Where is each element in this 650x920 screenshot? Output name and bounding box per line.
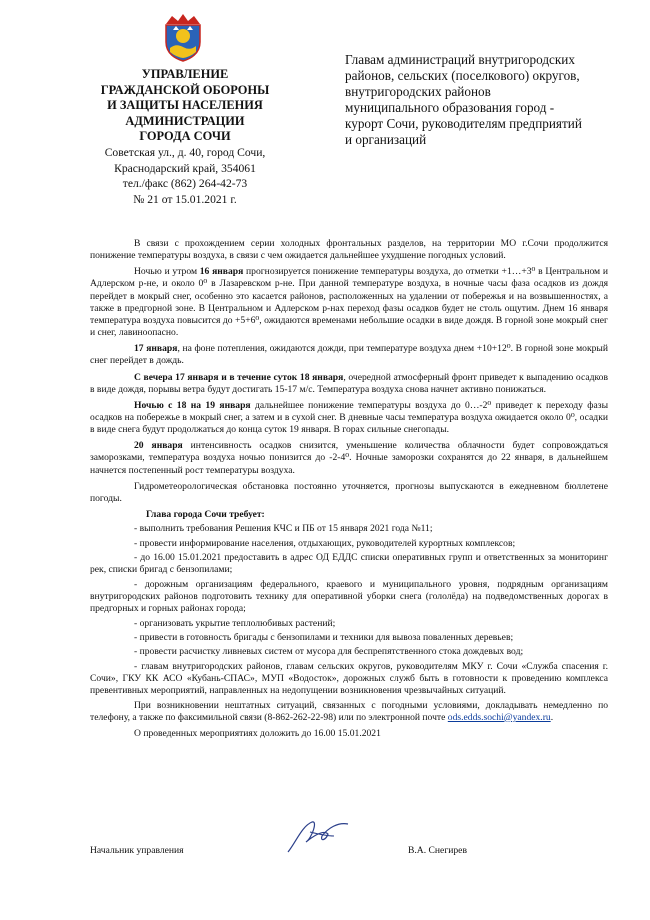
org-name: УПРАВЛЕНИЕ ГРАЖДАНСКОЙ ОБОРОНЫ И ЗАЩИТЫ НАСЕЛЕНИЯ АДМИНИСТРАЦИИ ГОРОДА СОЧИ <box>100 67 270 144</box>
signatory-name: В.А. Снегирев <box>408 845 467 856</box>
paragraph-jan16: Ночью и утром 16 января прогнозируется понижение температуры воздуха, до отметки +1…+3⁰ в Центральном и Адлерском р-не, и около 0⁰ в Лазаревском р-не. При данной температуре воздуха, в ночные часы фаза осадков из дождя перейдет в мокрый снег, особенно это касается районов, расположенных на удалении от побережья и на возвышенностях, а также в предгорной зоне. В Центральном и Адлерском р-нах переход фазы осадков будет не столь ощутим. Днем 16 января температура воздуха повысится до +5+6⁰, ожидаются временами небольшие осадки в виде дождя. В горной зоне мокрый снег и снег, лавиноопасно. <box>90 266 608 338</box>
requirement-item: - дорожным организациям федерального, краевого и муниципального уровня, подрядным организациям внутригородских районов подготовить технику для оперативной уборки снега (гололёда) на подведомственных дорогах в предгорных и горных районах города; <box>90 578 608 615</box>
paragraph-intro: В связи с прохождением серии холодных фронтальных разделов, на территории МО г.Сочи продолжится понижение температуры воздуха, в связи с чем ожидается дальнейшее ухудшение погодных условий. <box>90 238 608 262</box>
addressee-block: Главам администраций внутригородских районов, сельских (поселкового) округов, внутригородских районов муниципального образования город - курорт Сочи, руководителям предприятий и организаций <box>345 52 582 147</box>
requirement-item: - главам внутригородских районов, главам сельских округов, руководителям МКУ г. Сочи «Служба спасения г. Сочи», ГКУ КК АСО «Кубань-СПАС», МУП «Водосток», дорожных служб быть в готовности к проведению комплекса превентивных мероприятий, направленных на недопущении возникновения чрезвычайных ситуаций. <box>90 660 608 697</box>
paragraph-jan17: 17 января, на фоне потепления, ожидаются дожди, при температуре воздуха днем +10+12⁰. В горной зоне мокрый снег перейдет в дождь. <box>90 343 609 367</box>
paragraph-jan19: Ночью с 18 на 19 января дальнейшее понижение температуры воздуха до 0…-2⁰ приведет к переходу фазы осадков на побережье в мокрый снег, а затем и в сухой снег. В дневные часы температура воздуха ожидается около 0⁰, осадки в виде снега будут продолжаться до конца суток 19 января. В горах сильные снегопады. <box>90 399 609 436</box>
signatory-title: Начальник управления <box>90 845 184 856</box>
requirement-item: - привести в готовность бригады с бензопилами и техники для вывоза поваленных деревьев; <box>134 631 514 643</box>
paragraph-jan18: С вечера 17 января и в течение суток 18 января, очередной атмосферный фронт приведет к выпадению осадков в виде дождя, порывы ветра будут достигать 15-17 м/с. Температура воздуха снова начнет активно понижаться. <box>90 371 608 395</box>
requirement-item: - провести расчистку ливневых систем от мусора для беспрепятственного стока дождевых вод; <box>134 646 524 658</box>
requirements-title: Глава города Сочи требует: <box>146 509 265 521</box>
letterhead <box>70 67 300 207</box>
paragraph-jan20: 20 января интенсивность осадков снизится, уменьшение количества облачности будет сопровождаться заморозками, температура воздуха ночью понизится до -2-4⁰. Ночные заморозки сохранятся до 22 января, в дальнейшем начнется постепенный рост температуры воздуха. <box>90 440 608 476</box>
requirement-item: - выполнить требования Решения КЧС и ПБ от 15 января 2021 года №11; <box>134 523 433 535</box>
paragraph-reporting: При возникновении нештатных ситуаций, связанных с погодными условиями, докладывать немедленно по телефону, а также по факсимильной связи (8-862-262-22-98) или по электронной почте ods.edds.sochi@yandex.ru. <box>90 699 608 723</box>
org-address: Советская ул., д. 40, город Сочи, Краснодарский край, 354061 тел./факс (862) 264-42-73 № 21 от 15.01.2021 г. <box>104 145 266 206</box>
requirement-item: - провести информирование населения, отдыхающих, руководителей курортных комплексов; <box>134 537 516 549</box>
email-link[interactable]: ods.edds.sochi@yandex.ru <box>447 711 551 723</box>
handwritten-signature-icon <box>282 812 354 860</box>
paragraph-bulletin: Гидрометеорологическая обстановка постоянно уточняется, прогнозы выпускаются в ежедневном бюллетене погоды. <box>90 480 608 504</box>
paragraph-deadline: О проведенных мероприятиях доложить до 16.00 15.01.2021 <box>134 728 381 739</box>
sochi-coat-of-arms-icon <box>162 12 204 62</box>
requirement-item: - до 16.00 15.01.2021 предоставить в адрес ОД ЕДДС списки оперативных групп и ответственных за мониторинг рек, списки бригад с бензопилами; <box>90 552 608 576</box>
letter-body <box>90 238 608 744</box>
requirement-item: - организовать укрытие теплолюбивых растений; <box>134 617 336 629</box>
